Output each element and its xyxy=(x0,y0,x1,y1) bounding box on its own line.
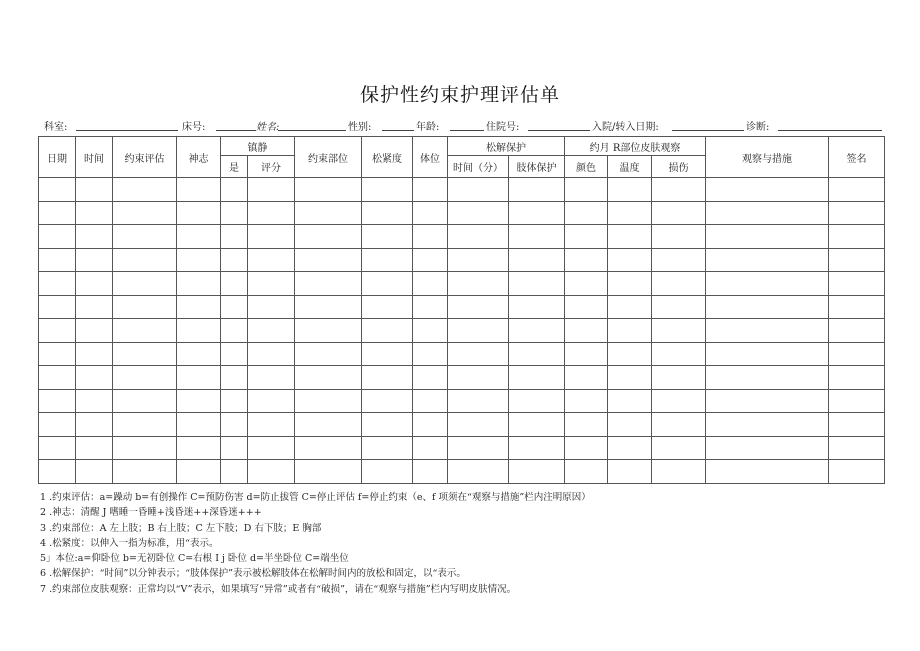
table-row xyxy=(39,389,885,413)
table-cell[interactable] xyxy=(39,413,76,437)
table-cell[interactable] xyxy=(76,366,113,390)
table-cell[interactable] xyxy=(113,225,177,249)
table-cell[interactable] xyxy=(413,225,448,249)
table-cell[interactable] xyxy=(221,295,248,319)
table-cell[interactable] xyxy=(448,366,509,390)
table-cell[interactable] xyxy=(448,225,509,249)
table-cell[interactable] xyxy=(706,272,829,296)
table-cell[interactable] xyxy=(565,342,608,366)
table-cell[interactable] xyxy=(706,248,829,272)
notes-section xyxy=(40,490,900,597)
patient-info-row xyxy=(44,118,884,134)
table-cell[interactable] xyxy=(221,413,248,437)
table-cell[interactable] xyxy=(509,342,565,366)
table-cell[interactable] xyxy=(652,295,706,319)
table-cell[interactable] xyxy=(39,201,76,225)
table-cell[interactable] xyxy=(509,178,565,202)
header-date: 日期 xyxy=(39,137,76,178)
table-cell[interactable] xyxy=(295,225,362,249)
table-cell[interactable] xyxy=(248,436,295,460)
table-cell[interactable] xyxy=(248,295,295,319)
header-temperature: 温度 xyxy=(608,156,652,178)
table-cell[interactable] xyxy=(565,295,608,319)
header-damage: 损伤 xyxy=(652,156,706,178)
table-cell[interactable] xyxy=(509,248,565,272)
table-cell[interactable] xyxy=(413,460,448,484)
table-cell[interactable] xyxy=(652,413,706,437)
table-row xyxy=(39,225,885,249)
header-limb-protect: 肢体保护 xyxy=(509,156,565,178)
table-cell[interactable] xyxy=(39,295,76,319)
table-cell[interactable] xyxy=(113,389,177,413)
table-cell[interactable] xyxy=(829,295,885,319)
table-cell[interactable] xyxy=(362,436,413,460)
table-cell[interactable] xyxy=(76,272,113,296)
dept-field[interactable] xyxy=(76,130,178,131)
table-cell[interactable] xyxy=(248,342,295,366)
table-cell[interactable] xyxy=(76,342,113,366)
table-cell[interactable] xyxy=(829,178,885,202)
table-cell[interactable] xyxy=(829,366,885,390)
header-restraint-site: 约束部位 xyxy=(295,137,362,178)
table-cell[interactable] xyxy=(113,295,177,319)
table-cell[interactable] xyxy=(448,248,509,272)
header-position: 体位 xyxy=(413,137,448,178)
table-cell[interactable] xyxy=(448,272,509,296)
table-cell[interactable] xyxy=(608,319,652,343)
table-cell[interactable] xyxy=(39,436,76,460)
table-cell[interactable] xyxy=(608,389,652,413)
table-cell[interactable] xyxy=(608,366,652,390)
table-cell[interactable] xyxy=(177,366,221,390)
table-cell[interactable] xyxy=(608,248,652,272)
header-release-time: 时间（分） xyxy=(448,156,509,178)
table-cell[interactable] xyxy=(76,389,113,413)
table-cell[interactable] xyxy=(413,342,448,366)
table-cell[interactable] xyxy=(76,319,113,343)
table-cell[interactable] xyxy=(248,178,295,202)
table-cell[interactable] xyxy=(652,248,706,272)
header-observe-measures: 观察与措施 xyxy=(706,137,829,178)
note-4: 4 .松紧度：以伸入一指为标准，用“表示。 xyxy=(40,537,219,549)
table-row xyxy=(39,319,885,343)
table-cell[interactable] xyxy=(295,319,362,343)
table-cell[interactable] xyxy=(362,319,413,343)
table-cell[interactable] xyxy=(509,413,565,437)
table-cell[interactable] xyxy=(295,436,362,460)
header-sedation: 镇静 xyxy=(221,137,295,156)
table-cell[interactable] xyxy=(608,178,652,202)
table-cell[interactable] xyxy=(113,272,177,296)
header-skin-observe: 约月 R部位皮肤观察 xyxy=(565,137,706,156)
table-cell[interactable] xyxy=(829,248,885,272)
table-cell[interactable] xyxy=(829,413,885,437)
table-cell[interactable] xyxy=(177,389,221,413)
table-cell[interactable] xyxy=(413,366,448,390)
table-cell[interactable] xyxy=(362,248,413,272)
table-cell[interactable] xyxy=(413,319,448,343)
table-cell[interactable] xyxy=(829,225,885,249)
assessment-table xyxy=(38,136,885,484)
inpatient-no-field[interactable] xyxy=(528,130,590,131)
table-cell[interactable] xyxy=(706,295,829,319)
table-row xyxy=(39,342,885,366)
table-cell[interactable] xyxy=(221,319,248,343)
note-1: 1 .约束评估：a=躁动 b=有创操作 C=预防伤害 d=防止拔管 C=停止评估 f=停止约束（e、f 项须在“观察与措施”栏内注明原因） xyxy=(40,492,591,503)
table-cell[interactable] xyxy=(829,319,885,343)
table-cell[interactable] xyxy=(652,366,706,390)
table-cell[interactable] xyxy=(413,389,448,413)
header-tightness: 松紧度 xyxy=(362,137,413,178)
table-cell[interactable] xyxy=(248,248,295,272)
table-cell[interactable] xyxy=(509,460,565,484)
table-row xyxy=(39,178,885,202)
table-cell[interactable] xyxy=(39,319,76,343)
table-row xyxy=(39,436,885,460)
table-cell[interactable] xyxy=(113,319,177,343)
table-cell[interactable] xyxy=(295,295,362,319)
table-cell[interactable] xyxy=(295,366,362,390)
table-cell[interactable] xyxy=(221,342,248,366)
table-cell[interactable] xyxy=(177,436,221,460)
table-cell[interactable] xyxy=(652,436,706,460)
table-cell[interactable] xyxy=(608,460,652,484)
table-row xyxy=(39,272,885,296)
table-cell[interactable] xyxy=(706,201,829,225)
note-6: 6 .松解保护：“时间”以分钟表示；“肢体保护”表示被松解肢体在松解时间内的放松和固定，以“表示。 xyxy=(40,568,466,580)
table-cell[interactable] xyxy=(829,272,885,296)
table-cell[interactable] xyxy=(295,178,362,202)
table-cell[interactable] xyxy=(448,201,509,225)
table-cell[interactable] xyxy=(413,178,448,202)
table-cell[interactable] xyxy=(221,272,248,296)
table-cell[interactable] xyxy=(248,460,295,484)
table-cell[interactable] xyxy=(565,201,608,225)
table-cell[interactable] xyxy=(39,366,76,390)
table-cell[interactable] xyxy=(509,319,565,343)
table-cell[interactable] xyxy=(652,460,706,484)
table-cell[interactable] xyxy=(295,413,362,437)
table-cell[interactable] xyxy=(413,295,448,319)
table-cell[interactable] xyxy=(177,295,221,319)
age-field[interactable] xyxy=(450,130,484,131)
table-cell[interactable] xyxy=(509,366,565,390)
table-cell[interactable] xyxy=(448,389,509,413)
table-cell[interactable] xyxy=(221,389,248,413)
table-cell[interactable] xyxy=(706,366,829,390)
table-cell[interactable] xyxy=(221,436,248,460)
table-cell[interactable] xyxy=(565,272,608,296)
table-cell[interactable] xyxy=(565,460,608,484)
table-cell[interactable] xyxy=(76,436,113,460)
table-cell[interactable] xyxy=(565,389,608,413)
gender-field[interactable] xyxy=(382,130,414,131)
table-cell[interactable] xyxy=(706,178,829,202)
table-cell[interactable] xyxy=(248,201,295,225)
table-cell[interactable] xyxy=(448,319,509,343)
table-cell[interactable] xyxy=(362,413,413,437)
table-cell[interactable] xyxy=(706,342,829,366)
table-cell[interactable] xyxy=(706,436,829,460)
bed-label: 床号: xyxy=(182,122,206,133)
table-cell[interactable] xyxy=(295,342,362,366)
table-cell[interactable] xyxy=(565,178,608,202)
table-cell[interactable] xyxy=(448,295,509,319)
table-cell[interactable] xyxy=(248,366,295,390)
table-cell[interactable] xyxy=(652,342,706,366)
table-cell[interactable] xyxy=(448,178,509,202)
table-cell[interactable] xyxy=(608,225,652,249)
table-cell[interactable] xyxy=(413,201,448,225)
table-row xyxy=(39,248,885,272)
table-cell[interactable] xyxy=(509,436,565,460)
table-cell[interactable] xyxy=(177,413,221,437)
table-cell[interactable] xyxy=(177,460,221,484)
table-cell[interactable] xyxy=(565,413,608,437)
table-cell[interactable] xyxy=(448,342,509,366)
table-cell[interactable] xyxy=(177,319,221,343)
table-cell[interactable] xyxy=(706,460,829,484)
table-cell[interactable] xyxy=(706,319,829,343)
table-cell[interactable] xyxy=(829,460,885,484)
table-cell[interactable] xyxy=(362,225,413,249)
form-title: 保护性约束护理评估单 xyxy=(359,84,560,106)
dept-label: 科室: xyxy=(44,122,68,133)
table-cell[interactable] xyxy=(221,460,248,484)
table-cell[interactable] xyxy=(76,295,113,319)
table-cell[interactable] xyxy=(652,389,706,413)
table-cell[interactable] xyxy=(221,178,248,202)
table-cell[interactable] xyxy=(362,460,413,484)
table-cell[interactable] xyxy=(509,272,565,296)
table-cell[interactable] xyxy=(448,436,509,460)
table-cell[interactable] xyxy=(76,460,113,484)
table-cell[interactable] xyxy=(113,342,177,366)
table-cell[interactable] xyxy=(39,225,76,249)
table-cell[interactable] xyxy=(177,272,221,296)
table-cell[interactable] xyxy=(652,201,706,225)
table-cell[interactable] xyxy=(362,201,413,225)
table-cell[interactable] xyxy=(652,319,706,343)
table-cell[interactable] xyxy=(76,248,113,272)
table-cell[interactable] xyxy=(113,366,177,390)
table-row xyxy=(39,460,885,484)
table-cell[interactable] xyxy=(39,460,76,484)
table-cell[interactable] xyxy=(248,413,295,437)
table-cell[interactable] xyxy=(221,201,248,225)
table-cell[interactable] xyxy=(113,436,177,460)
table-cell[interactable] xyxy=(295,248,362,272)
table-cell[interactable] xyxy=(652,178,706,202)
table-cell[interactable] xyxy=(509,201,565,225)
diagnosis-field[interactable] xyxy=(778,130,882,131)
header-consciousness: 神志 xyxy=(177,137,221,178)
table-cell[interactable] xyxy=(248,272,295,296)
table-row xyxy=(39,366,885,390)
table-cell[interactable] xyxy=(39,248,76,272)
table-cell[interactable] xyxy=(362,342,413,366)
table-cell[interactable] xyxy=(113,413,177,437)
note-5: 5」本位:a=仰卧位 b=无初卧位 C=右根 I j 卧位 d=半坐卧位 C=端坐位 xyxy=(40,553,349,565)
header-sedation-yes: 是 xyxy=(221,156,248,178)
table-cell[interactable] xyxy=(608,342,652,366)
table-cell[interactable] xyxy=(295,460,362,484)
table-cell[interactable] xyxy=(76,178,113,202)
table-cell[interactable] xyxy=(565,319,608,343)
admission-date-field[interactable] xyxy=(672,130,744,131)
table-cell[interactable] xyxy=(509,225,565,249)
table-cell[interactable] xyxy=(608,413,652,437)
header-color: 颜色 xyxy=(565,156,608,178)
table-cell[interactable] xyxy=(413,272,448,296)
table-cell[interactable] xyxy=(448,413,509,437)
table-cell[interactable] xyxy=(362,366,413,390)
table-cell[interactable] xyxy=(362,272,413,296)
table-cell[interactable] xyxy=(221,225,248,249)
table-cell[interactable] xyxy=(295,201,362,225)
table-cell[interactable] xyxy=(295,272,362,296)
table-cell[interactable] xyxy=(76,413,113,437)
bed-field[interactable] xyxy=(216,130,256,131)
table-cell[interactable] xyxy=(177,342,221,366)
table-cell[interactable] xyxy=(177,225,221,249)
table-cell[interactable] xyxy=(248,225,295,249)
table-row xyxy=(39,201,885,225)
name-label: 姓名: xyxy=(256,122,280,133)
table-cell[interactable] xyxy=(413,413,448,437)
table-cell[interactable] xyxy=(706,225,829,249)
table-cell[interactable] xyxy=(509,389,565,413)
table-cell[interactable] xyxy=(608,436,652,460)
table-cell[interactable] xyxy=(177,248,221,272)
header-signature: 签名 xyxy=(829,137,885,178)
table-cell[interactable] xyxy=(39,389,76,413)
table-cell[interactable] xyxy=(113,201,177,225)
table-cell[interactable] xyxy=(362,178,413,202)
table-cell[interactable] xyxy=(248,389,295,413)
table-cell[interactable] xyxy=(39,272,76,296)
table-cell[interactable] xyxy=(413,436,448,460)
inpatient-no-label: 住院号: xyxy=(486,122,520,133)
note-2: 2 .神志：清醒 J 嗜睡一昏睡+浅昏迷++深昏迷+++ xyxy=(40,507,262,519)
header-restraint-eval: 约束评估 xyxy=(113,137,177,178)
table-cell[interactable] xyxy=(829,201,885,225)
table-cell[interactable] xyxy=(706,389,829,413)
age-label: 年龄: xyxy=(416,122,440,133)
table-cell[interactable] xyxy=(413,248,448,272)
table-cell[interactable] xyxy=(608,201,652,225)
admission-date-label: 入院/转入日期: xyxy=(592,122,659,133)
header-time: 时间 xyxy=(76,137,113,178)
table-cell[interactable] xyxy=(829,342,885,366)
table-row xyxy=(39,413,885,437)
table-cell[interactable] xyxy=(706,413,829,437)
table-cell[interactable] xyxy=(221,366,248,390)
table-cell[interactable] xyxy=(221,248,248,272)
table-cell[interactable] xyxy=(39,342,76,366)
table-cell[interactable] xyxy=(295,389,362,413)
table-cell[interactable] xyxy=(652,225,706,249)
table-cell[interactable] xyxy=(565,248,608,272)
table-cell[interactable] xyxy=(448,460,509,484)
table-cell[interactable] xyxy=(39,178,76,202)
table-cell[interactable] xyxy=(76,225,113,249)
table-cell[interactable] xyxy=(565,225,608,249)
table-cell[interactable] xyxy=(113,460,177,484)
table-cell[interactable] xyxy=(829,389,885,413)
table-cell[interactable] xyxy=(829,436,885,460)
header-sedation-score: 评分 xyxy=(248,156,295,178)
table-cell[interactable] xyxy=(652,272,706,296)
note-3: 3 .约束部位：A 左上肢；B 右上肢；C 左下肢；D 右下肢；E 胸部 xyxy=(40,522,322,534)
table-cell[interactable] xyxy=(177,201,221,225)
table-cell[interactable] xyxy=(608,295,652,319)
table-cell[interactable] xyxy=(177,178,221,202)
header-release-protect: 松解保护 xyxy=(448,137,565,156)
table-cell[interactable] xyxy=(608,272,652,296)
note-7: 7 .约束部位皮肤观察：正常均以“V”表示，如果填写“异常”或者有“破损”，请在“观察与措施”栏内写明皮肤情况。 xyxy=(40,583,517,595)
table-cell[interactable] xyxy=(113,178,177,202)
name-field[interactable] xyxy=(278,130,346,131)
table-cell[interactable] xyxy=(248,319,295,343)
table-row xyxy=(39,295,885,319)
table-cell[interactable] xyxy=(565,436,608,460)
table-cell[interactable] xyxy=(509,295,565,319)
table-cell[interactable] xyxy=(565,366,608,390)
table-cell[interactable] xyxy=(362,389,413,413)
table-cell[interactable] xyxy=(113,248,177,272)
table-cell[interactable] xyxy=(362,295,413,319)
diagnosis-label: 诊断: xyxy=(746,122,770,133)
table-cell[interactable] xyxy=(76,201,113,225)
gender-label: 性别: xyxy=(348,122,372,133)
